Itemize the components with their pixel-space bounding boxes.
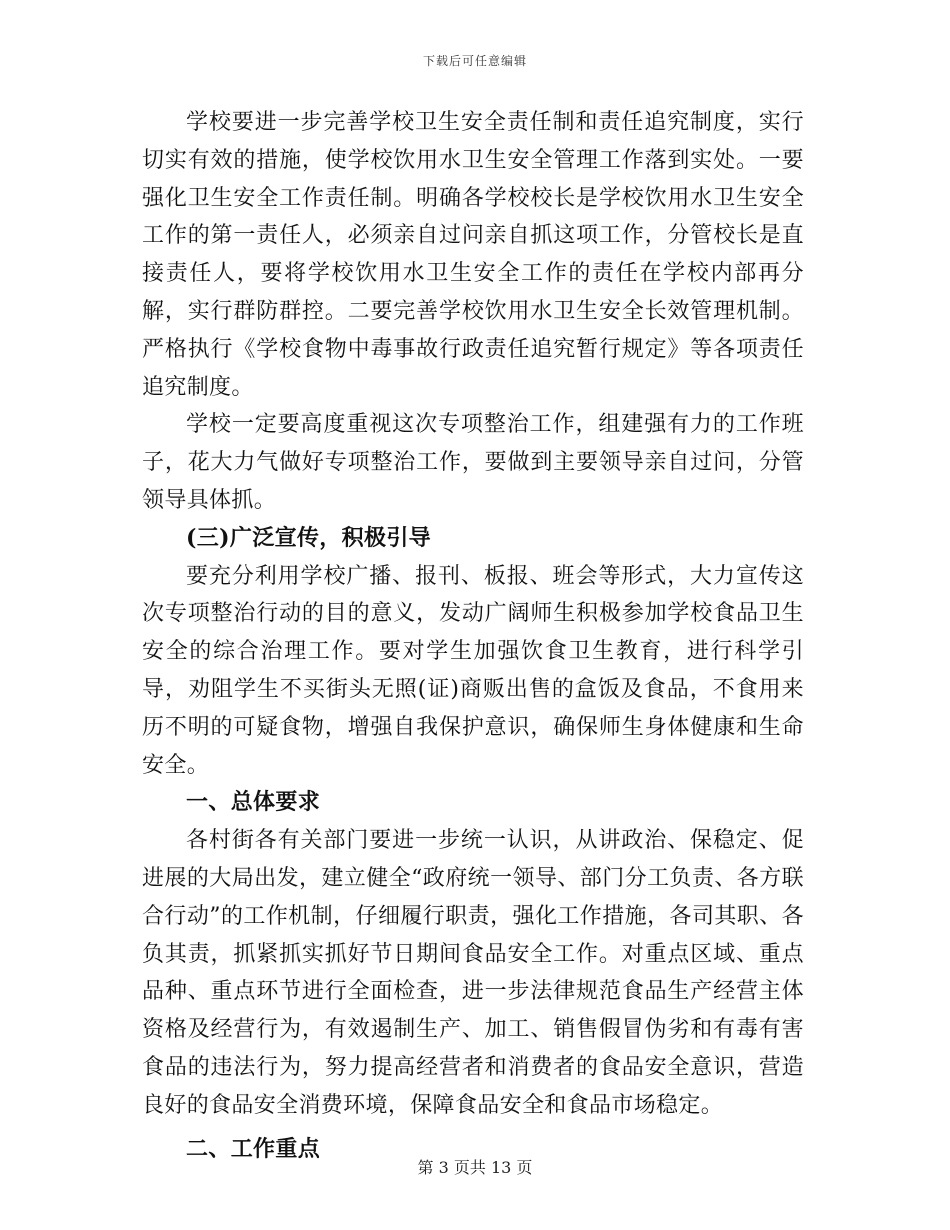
section-heading-work-focus: 二、工作重点 (186, 1135, 321, 1162)
paragraph-rectification: 学校一定要高度重视这次专项整治工作，组建强有力的工作班子，花大力气做好专项整治工作，要做到主要领导亲自过问，分管领导具体抓。 (142, 412, 804, 513)
paragraph-publicity: 要充分利用学校广播、报刊、板报、班会等形式，大力宣传这次专项整治行动的目的意义，发动广阔师生积极参加学校食品卫生安全的综合治理工作。要对学生加强饮食卫生教育，进行科学引导，劝阻学生不买街头无照(证)商贩出售的盒饭及食品，不食用来历不明的可疑食物，增强自我保护意识，确保师生身体健康和生命安全。 (142, 563, 804, 778)
paragraph-responsibility: 学校要进一步完善学校卫生安全责任制和责任追究制度，实行切实有效的措施，使学校饮用水卫生安全管理工作落到实处。一要强化卫生安全工作责任制。明确各学校校长是学校饮用水卫生安全工作的第一责任人，必须亲自过问亲自抓这项工作，分管校长是直接责任人，要将学校饮用水卫生安全工作的责任在学校内部再分解，实行群防群控。二要完善学校饮用水卫生安全长效管理机制。严格执行《学校食物中毒事故行政责任追究暂行规定》等各项责任追究制度。 (142, 110, 804, 400)
section-heading-general-requirements: 一、总体要求 (186, 789, 321, 816)
page-number: 第 3 页共 13 页 (417, 1158, 533, 1177)
section-heading-publicity: (三)广泛宣传，积极引导 (186, 524, 432, 551)
document-body (142, 104, 804, 1168)
paragraph-general-requirements: 各村街各有关部门要进一步统一认识，从讲政治、保稳定、促进展的大局出发，建立健全“政府统一领导、部门分工负责、各方联合行动”的工作机制，仔细履行职责，强化工作措施，各司其职、各负其责，抓紧抓实抓好节日期间食品安全工作。对重点区域、重点品种、重点环节进行全面检查，进一步法律规范食品生产经营主体资格及经营行为，有效遏制生产、加工、销售假冒伪劣和有毒有害食品的违法行为，努力提高经营者和消费者的食品安全意识，营造良好的食品安全消费环境，保障食品安全和食品市场稳定。 (142, 828, 804, 1118)
page-header-note: 下载后可任意编辑 (422, 54, 527, 68)
